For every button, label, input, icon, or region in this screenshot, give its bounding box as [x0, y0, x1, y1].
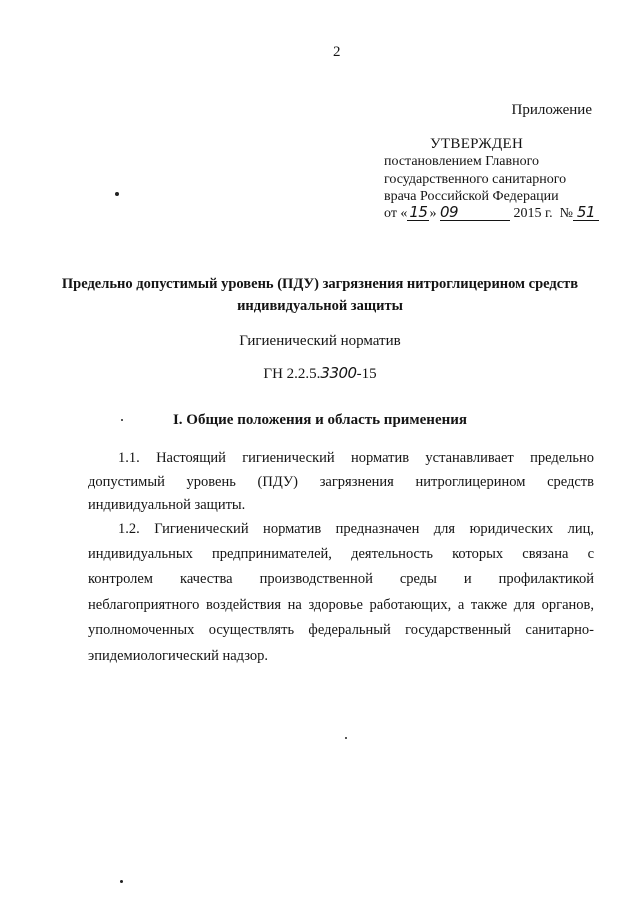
code-prefix: ГН 2.2.5. — [263, 366, 321, 382]
appendix-label: Приложение — [511, 102, 592, 118]
section-heading: I. Общие положения и область применения — [172, 412, 468, 428]
document-code — [60, 364, 580, 383]
paragraph-line: 1.2. Гигиенический норматив предназначен для юридических лиц, — [118, 521, 594, 537]
scan-speck — [345, 737, 347, 739]
paragraph-line: эпидемиологический надзор. — [88, 648, 268, 664]
page-number: 2 — [333, 44, 341, 60]
approval-line: врача Российской Федерации — [384, 189, 559, 204]
paragraph-line: контролем качества производственной среды и профилактикой — [88, 571, 594, 587]
approval-line: постановлением Главного — [384, 154, 539, 169]
approval-heading: УТВЕРЖДЕН — [430, 136, 524, 152]
date-prefix: от « — [384, 206, 408, 221]
document-subtitle: Гигиенический норматив — [239, 333, 401, 349]
scan-speck — [115, 192, 119, 196]
paragraph-line: индивидуальных предпринимателей, деятельность которых связана с — [88, 546, 594, 562]
approval-block — [384, 153, 566, 206]
handwritten-code-number: 3300 — [320, 364, 357, 382]
paragraph-line: уполномоченных осуществлять федеральный государственный санитарно- — [88, 622, 594, 638]
scan-speck — [120, 880, 123, 883]
paragraph-line: индивидуальной защиты. — [88, 497, 246, 513]
scan-speck — [121, 419, 123, 421]
paragraph-line: неблагоприятного воздействия на здоровье работающих, а также для органов, — [88, 597, 594, 613]
document-title: Предельно допустимый уровень (ПДУ) загрязнения нитроглицерином средств индивидуальной защиты — [61, 276, 579, 314]
paragraph-line: 1.1. Настоящий гигиенический норматив устанавливает предельно — [118, 450, 594, 466]
number-sign: № — [559, 206, 573, 221]
handwritten-day: 15 — [409, 203, 428, 221]
paragraph-line: допустимый уровень (ПДУ) загрязнения нитроглицерином средств — [88, 474, 594, 490]
approval-date-line — [384, 205, 599, 222]
handwritten-number: 51 — [573, 205, 599, 221]
date-year: 2015 г. — [513, 206, 553, 221]
code-suffix: -15 — [356, 366, 377, 382]
date-mid: » — [429, 206, 437, 221]
approval-line: государственного санитарного — [384, 171, 567, 187]
handwritten-month: 09 — [440, 205, 510, 221]
